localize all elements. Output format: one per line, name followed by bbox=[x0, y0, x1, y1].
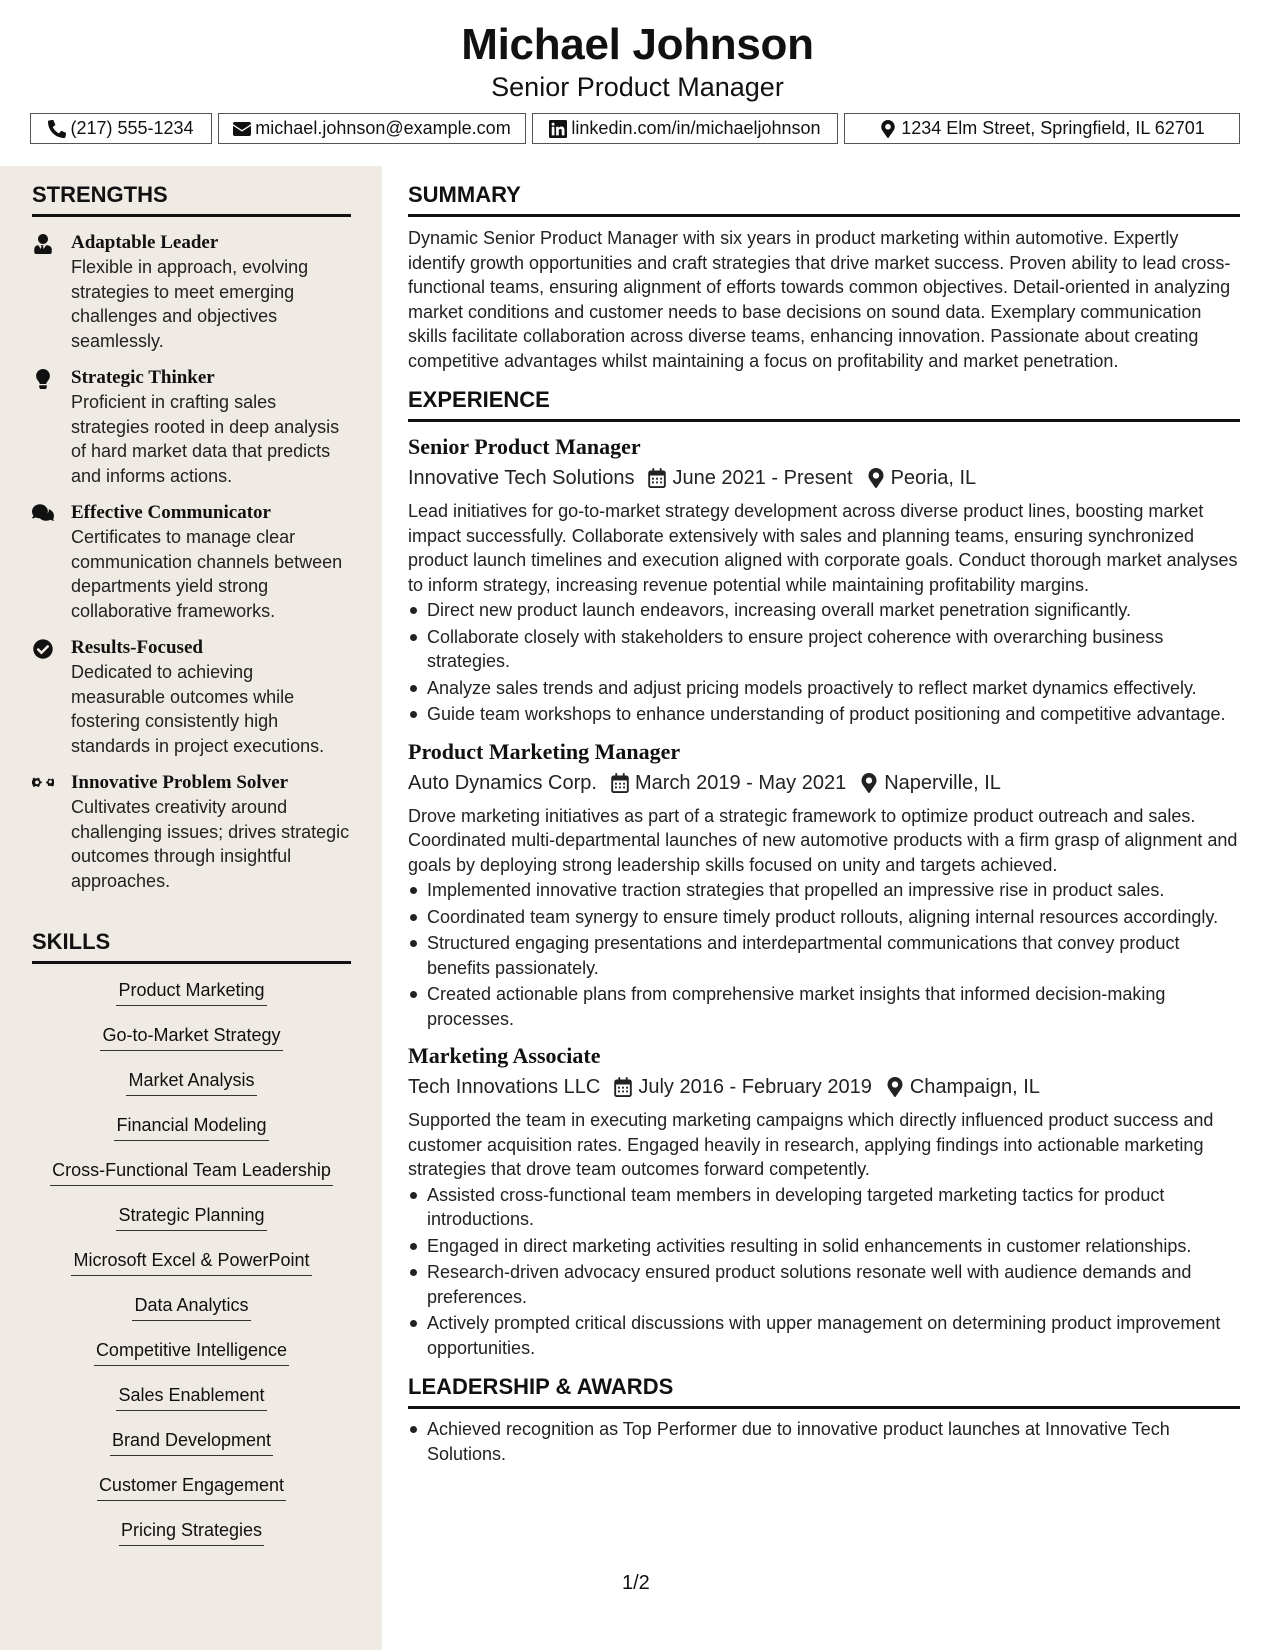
lightbulb-icon bbox=[32, 369, 54, 389]
skill-item: Sales Enablement bbox=[116, 1383, 266, 1411]
bullet-item: Engaged in direct marketing activities resulting in solid enhancements in customer relationships. bbox=[408, 1234, 1240, 1259]
skills-title: SKILLS bbox=[32, 929, 351, 964]
job-meta bbox=[408, 768, 1240, 798]
calendar-icon bbox=[648, 468, 666, 488]
contact-bar bbox=[30, 113, 1240, 144]
skill-item: Pricing Strategies bbox=[119, 1518, 264, 1546]
job-company: Auto Dynamics Corp. bbox=[408, 771, 597, 794]
skill-item: Customer Engagement bbox=[97, 1473, 286, 1501]
strength-item bbox=[32, 231, 351, 353]
map-marker-icon bbox=[860, 773, 878, 793]
strength-item bbox=[32, 771, 351, 893]
bullet-item: Coordinated team synergy to ensure timely product rollouts, aligning internal resources accordingly. bbox=[408, 905, 1240, 930]
envelope-icon bbox=[233, 120, 251, 138]
bullet-item: Implemented innovative traction strategies that propelled an impressive rise in product sales. bbox=[408, 878, 1240, 903]
skill-item: Financial Modeling bbox=[114, 1113, 268, 1141]
awards-title: LEADERSHIP & AWARDS bbox=[408, 1374, 1240, 1409]
summary-text: Dynamic Senior Product Manager with six years in product marketing within automotive. Expertly identify growth opportunities and craft strategies that drive market success. Proven ability to lead cross-functional teams, ensuring alignment of efforts towards common objectives. Detail-oriented in analyzing market conditions and customer needs to base decisions on sound data. Exemplary communication skills facilitate collaboration across diverse teams, enhancing innovation. Passionate about creating competitive advantages whilst maintaining a focus on profitability and market penetration. bbox=[408, 228, 1231, 371]
bullet-item: Guide team workshops to enhance understanding of product positioning and competitive advantage. bbox=[408, 702, 1240, 727]
job-entry bbox=[408, 432, 1240, 727]
contact-email[interactable] bbox=[218, 113, 526, 144]
calendar-icon bbox=[611, 773, 629, 793]
skills-list bbox=[32, 978, 351, 1546]
linkedin-icon bbox=[549, 120, 567, 138]
check-circle-icon bbox=[32, 639, 54, 659]
job-bullets bbox=[408, 598, 1240, 727]
job-entry bbox=[408, 737, 1240, 1032]
skill-item: Data Analytics bbox=[132, 1293, 250, 1321]
strength-item bbox=[32, 366, 351, 488]
skill-item: Brand Development bbox=[110, 1428, 273, 1456]
map-marker-icon bbox=[886, 1077, 904, 1097]
strength-title: Innovative Problem Solver bbox=[71, 772, 289, 793]
awards-list bbox=[408, 1417, 1240, 1466]
strength-desc: Dedicated to achieving measurable outcomes while fostering consistently high standards in project executions. bbox=[71, 662, 325, 756]
skill-item: Strategic Planning bbox=[116, 1203, 266, 1231]
bullet-item: Analyze sales trends and adjust pricing models proactively to reflect market dynamics effectively. bbox=[408, 676, 1240, 701]
job-description: Supported the team in executing marketing campaigns which directly influenced product success and customer acquisition rates. Engaged heavily in research, applying findings into actionable marketing strategies that drove team outcomes forward competently. bbox=[408, 1110, 1214, 1179]
comments-icon bbox=[32, 504, 54, 524]
skills-section bbox=[32, 929, 351, 1563]
job-title: Product Marketing Manager bbox=[408, 738, 681, 764]
skill-item: Market Analysis bbox=[126, 1068, 256, 1096]
bullet-item: Collaborate closely with stakeholders to ensure project coherence with overarching business strategies. bbox=[408, 625, 1240, 674]
bullet-item: Research-driven advocacy ensured product solutions resonate well with audience demands and preferences. bbox=[408, 1260, 1240, 1309]
job-meta bbox=[408, 463, 1240, 493]
map-marker-icon bbox=[867, 468, 885, 488]
candidate-title: Senior Product Manager bbox=[491, 72, 784, 102]
strength-title: Strategic Thinker bbox=[71, 367, 215, 388]
bullet-item: Direct new product launch endeavors, increasing overall market penetration significantly. bbox=[408, 598, 1240, 623]
job-bullets bbox=[408, 878, 1240, 1031]
bullet-item: Actively prompted critical discussions with upper management on determining product improvement opportunities. bbox=[408, 1311, 1240, 1360]
job-meta bbox=[408, 1072, 1240, 1102]
award-item: Achieved recognition as Top Performer due to innovative product launches at Innovative Tech Solutions. bbox=[408, 1417, 1240, 1466]
strength-desc: Cultivates creativity around challenging issues; drives strategic outcomes through insightful approaches. bbox=[71, 797, 350, 891]
candidate-name: Michael Johnson bbox=[461, 20, 814, 69]
skill-item: Product Marketing bbox=[116, 978, 266, 1006]
job-company: Innovative Tech Solutions bbox=[408, 467, 635, 489]
job-location: Champaign, IL bbox=[909, 1076, 1040, 1098]
skill-item: Competitive Intelligence bbox=[94, 1338, 289, 1366]
contact-linkedin[interactable] bbox=[532, 113, 838, 144]
awards-section bbox=[408, 1374, 1240, 1466]
contact-email-text: michael.johnson@example.com bbox=[255, 118, 511, 138]
strength-desc: Flexible in approach, evolving strategies to meet emerging challenges and objectives seamlessly. bbox=[71, 257, 309, 351]
strengths-section bbox=[32, 182, 351, 893]
job-description: Lead initiatives for go-to-market strategy development across diverse product lines, boosting market impact successfully. Collaborate extensively with sales and planning teams, ensuring synchronized product launch timelines and execution aligned with corporate goals. Conduct thorough market analyses to inform strategy, increasing revenue potential while maintaining profitability margins. bbox=[408, 501, 1238, 595]
contact-address-text: 1234 Elm Street, Springfield, IL 62701 bbox=[901, 118, 1205, 138]
strength-title: Adaptable Leader bbox=[71, 232, 219, 253]
bullet-item: Assisted cross-functional team members in developing targeted marketing tactics for product introductions. bbox=[408, 1183, 1240, 1232]
strength-desc: Proficient in crafting sales strategies rooted in deep analysis of hard market data that predicts and informs actions. bbox=[71, 392, 340, 486]
job-company: Tech Innovations LLC bbox=[408, 1076, 601, 1098]
summary-section bbox=[408, 182, 1240, 373]
job-dates: July 2016 - February 2019 bbox=[638, 1076, 872, 1098]
bullet-item: Created actionable plans from comprehensive market insights that informed decision-making processes. bbox=[408, 982, 1240, 1031]
phone-icon bbox=[48, 120, 66, 138]
job-entry bbox=[408, 1041, 1240, 1360]
experience-title: EXPERIENCE bbox=[408, 387, 1240, 422]
job-title: Senior Product Manager bbox=[408, 434, 641, 459]
strength-item bbox=[32, 636, 351, 758]
strength-item bbox=[32, 501, 351, 623]
job-dates: June 2021 - Present bbox=[672, 467, 853, 489]
map-marker-icon bbox=[879, 120, 897, 138]
page-number: 1/2 bbox=[622, 1572, 650, 1594]
bullet-item: Structured engaging presentations and interdepartmental communications that convey product benefits passionately. bbox=[408, 931, 1240, 980]
contact-phone[interactable] bbox=[30, 113, 212, 144]
contact-linkedin-text: linkedin.com/in/michaeljohnson bbox=[571, 118, 821, 138]
job-description: Drove marketing initiatives as part of a strategic framework to optimize product outreach and sales. Coordinated multi-departmental launches of new automotive products with a firm grasp of alignment and goals by deploying strong leadership skills focused on unity and targets achieved. bbox=[408, 805, 1238, 875]
strengths-title: STRENGTHS bbox=[32, 182, 351, 217]
skill-item: Cross-Functional Team Leadership bbox=[50, 1158, 333, 1186]
experience-section bbox=[408, 387, 1240, 1360]
job-dates: March 2019 - May 2021 bbox=[634, 771, 847, 794]
summary-title: SUMMARY bbox=[408, 182, 1240, 217]
sidebar bbox=[0, 166, 382, 1650]
skill-item: Microsoft Excel & PowerPoint bbox=[71, 1248, 311, 1276]
strength-title: Results-Focused bbox=[71, 637, 203, 658]
skill-item: Go-to-Market Strategy bbox=[100, 1023, 282, 1051]
calendar-icon bbox=[614, 1077, 632, 1097]
user-tie-icon bbox=[32, 234, 54, 254]
strength-title: Effective Communicator bbox=[71, 502, 271, 523]
strength-desc: Certificates to manage clear communication channels between departments yield strong collaborative frameworks. bbox=[71, 527, 343, 621]
job-location: Peoria, IL bbox=[890, 467, 977, 489]
job-bullets bbox=[408, 1183, 1240, 1361]
job-title: Marketing Associate bbox=[408, 1043, 601, 1068]
cogs-icon bbox=[32, 774, 54, 794]
job-location: Naperville, IL bbox=[884, 771, 1001, 794]
contact-phone-text: (217) 555-1234 bbox=[70, 118, 194, 138]
main-content bbox=[408, 182, 1240, 1478]
resume-header bbox=[0, 0, 1275, 165]
contact-address[interactable] bbox=[844, 113, 1240, 144]
